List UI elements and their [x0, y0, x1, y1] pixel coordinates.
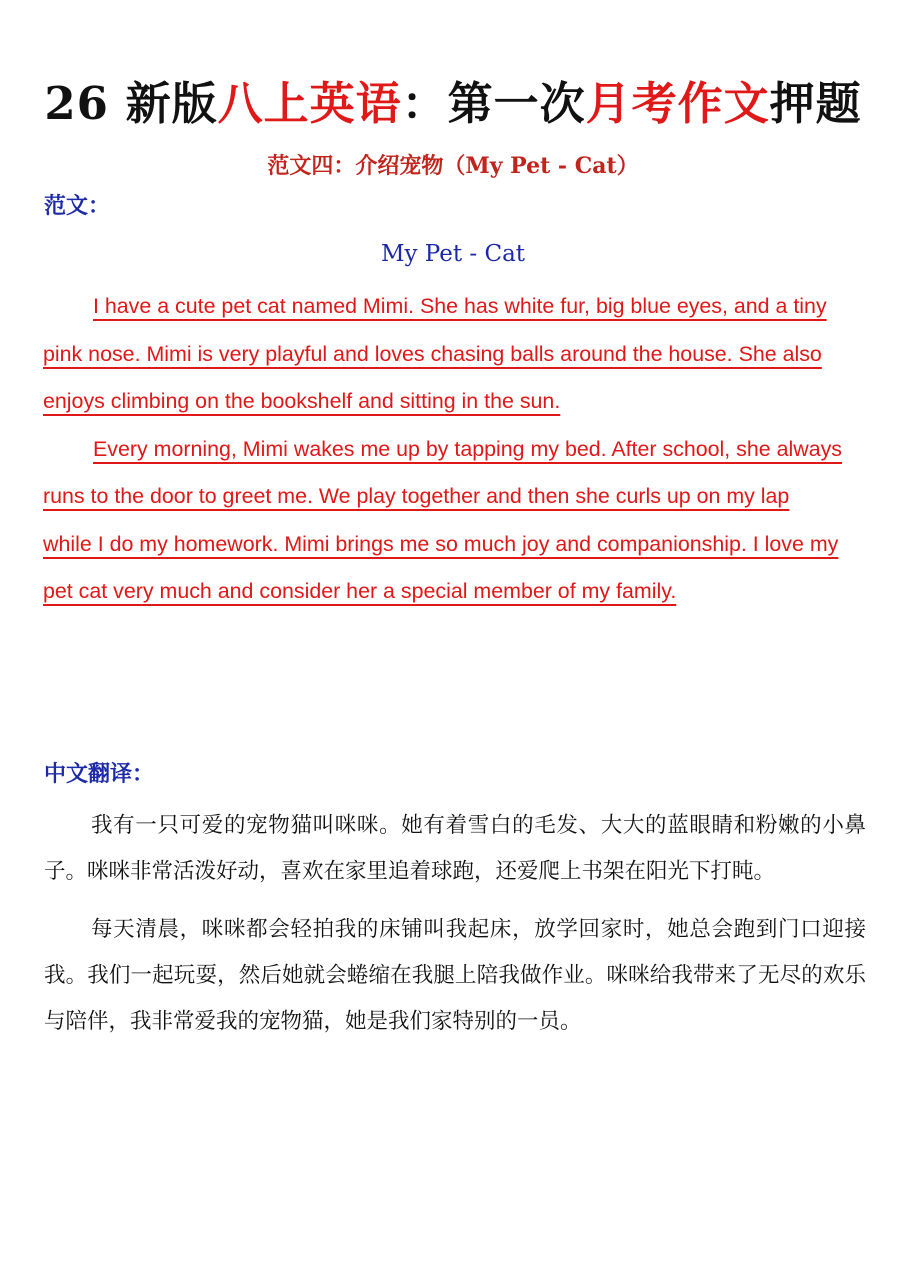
title-part-predict: 押题: [769, 77, 862, 130]
translation-body: [44, 803, 866, 1057]
essay-title: My Pet - Cat: [380, 241, 526, 267]
essay-paragraph: [43, 283, 843, 426]
translation-paragraph: 每天清晨，咪咪都会轻拍我的床铺叫我起床，放学回家时，她总会跑到门口迎接我。我们一起玩耍，然后她就会蜷缩在我腿上陪我做作业。咪咪给我带来了无尽的欢乐与陪伴，我非常爱我的宠物猫，她是我们家特别的一员。: [44, 917, 866, 1034]
title-part-essay: 月考作文: [585, 77, 770, 130]
page-subtitle: 范文四：介绍宠物（My Pet - Cat）: [267, 153, 639, 179]
sample-essay-label: 范文：: [44, 193, 111, 219]
essay-body: [43, 283, 843, 616]
essay-paragraph-text: Every morning, Mimi wakes me up by tapping my bed. After school, she always runs to the door to greet me. We play together and then she curls up on my lap while I do my homework. Mimi brings me so much joy and companionship. I love my pet cat very much and consider her a special member of my family.: [43, 436, 842, 603]
translation-paragraph: 我有一只可爱的宠物猫叫咪咪。她有着雪白的毛发、大大的蓝眼睛和粉嫩的小鼻子。咪咪非常活泼好动，喜欢在家里追着球跑，还爱爬上书架在阳光下打盹。: [44, 813, 866, 884]
essay-paragraph: [43, 426, 843, 616]
title-part-edition: 26 新版: [44, 77, 218, 130]
essay-paragraph-text: I have a cute pet cat named Mimi. She has white fur, big blue eyes, and a tiny pink nose. Mimi is very playful and loves chasing balls around the house. She also enjoys climbing on the bookshelf and sitting in the sun.: [43, 294, 827, 413]
title-part-exam: ：第一次: [401, 77, 586, 130]
title-part-course: 八上英语: [217, 77, 402, 130]
page-title: [0, 74, 906, 134]
translation-label: 中文翻译：: [44, 761, 155, 787]
